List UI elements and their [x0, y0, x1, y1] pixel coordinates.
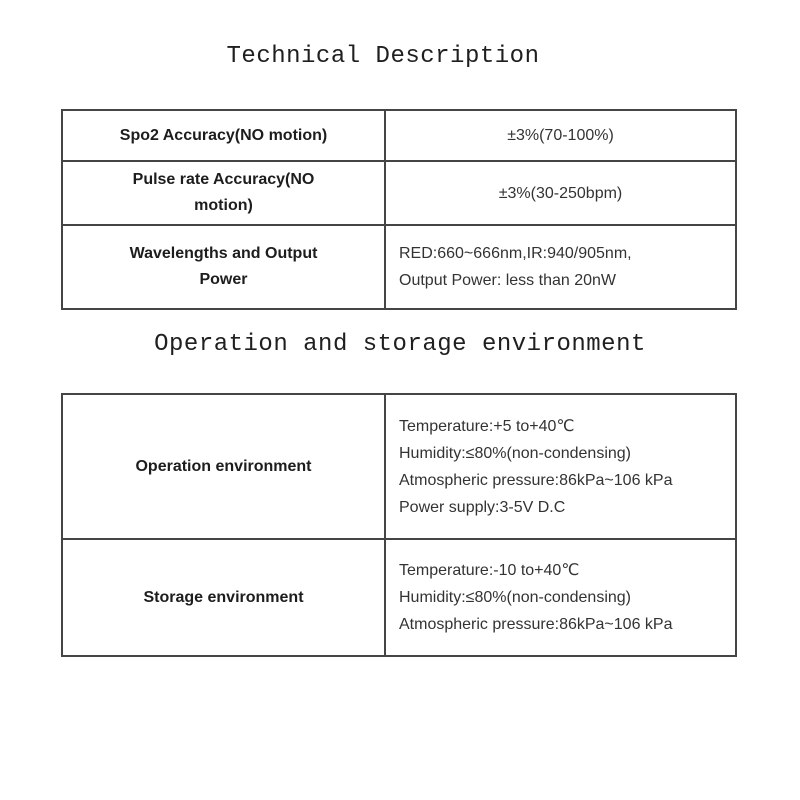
spec-value-storage-environment: Temperature:-10 to+40℃ Humidity:≤80%(non-condensing) Atmospheric pressure:86kPa~106 kPa [399, 562, 673, 633]
spec-label-operation-environment: Operation environment [63, 395, 386, 538]
table-row-storage-environment [63, 538, 735, 655]
spec-value-wavelengths-output-power: RED:660~666nm,IR:940/905nm, Output Power: less than 20nW [399, 245, 632, 289]
spec-label-wavelengths-output-power: Wavelengths and Output Power [63, 226, 386, 308]
spec-label-pulse-rate-accuracy: Pulse rate Accuracy(NO motion) [63, 162, 386, 224]
technical-description-table [61, 109, 737, 310]
spec-value-spo2-accuracy: ±3%(70-100%) [507, 127, 614, 144]
table-row-wavelengths-output-power [63, 224, 735, 308]
table-row-pulse-rate-accuracy [63, 160, 735, 224]
environment-table [61, 393, 737, 657]
spec-label-spo2-accuracy: Spo2 Accuracy(NO motion) [63, 111, 386, 160]
table-row-spo2-accuracy [63, 111, 735, 160]
table-row-operation-environment [63, 395, 735, 538]
section-heading-technical-description: Technical Description [226, 43, 540, 70]
spec-label-storage-environment: Storage environment [63, 540, 386, 655]
spec-value-operation-environment: Temperature:+5 to+40℃ Humidity:≤80%(non-condensing) Atmospheric pressure:86kPa~106 kPa Power supply:3-5V D.C [399, 417, 673, 516]
section-heading-operation-storage-environment: Operation and storage environment [154, 331, 646, 358]
spec-value-pulse-rate-accuracy: ±3%(30-250bpm) [498, 184, 623, 202]
